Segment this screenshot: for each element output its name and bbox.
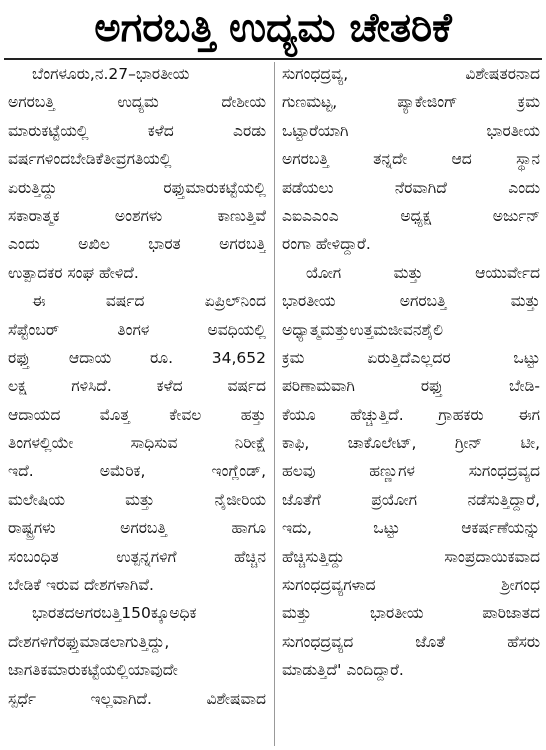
article-line: ಕ್ರಮ ಏರುತ್ತಿದೆಎಲ್ಲದರ ಒಟ್ಟು [282,348,540,367]
article-line: ಉತ್ಪಾದಕರ ಸಂಘ ಹೇಳಿದೆ. [8,263,139,282]
article-line: ಬೆಂಗಳೂರು,ನ.27–ಭಾರತೀಯ [32,65,190,83]
article-line: ಮಲೇಷಿಯ ಮತ್ತು ನೈಜೀರಿಯ [8,490,266,509]
article-column-right [282,60,540,685]
article-line: ಜಾಗತಿಕಮಾರುಕಟ್ಟೆಯಲ್ಲಿಯಾವುದೇ [8,661,178,680]
article-line: ಪರಿಣಾಮವಾಗಿ ರಫ್ತು ಬೇಡಿ- [282,377,540,396]
article-line: ಮಾಡುತ್ತಿದೆ' ಎಂದಿದ್ದಾರೆ. [282,661,404,680]
article-line: ಸಕಾರಾತ್ಮಕ ಅಂಶಗಳು ಕಾಣುತ್ತಿವೆ [8,206,266,225]
article-line: ರಾಷ್ಟ್ರಗಳು ಅಗರಬತ್ತಿ ಹಾಗೂ [8,519,266,538]
column-divider [274,62,275,746]
article-line: ಮತ್ತು ಭಾರತೀಯ ಪಾರಿಜಾತದ [282,604,540,623]
article-line: ಎಂದು ಅಖಿಲ ಭಾರತ ಅಗರಬತ್ತಿ [8,235,266,254]
article-line: ಸುಗಂಧದ್ರವ್ಯ, ವಿಶೇಷತರನಾದ [282,65,540,83]
article-line: ತಿಂಗಳಲ್ಲಿಯೇ ಸಾಧಿಸುವ ನಿರೀಕ್ಷೆ [8,434,266,453]
article-line: ಹಲವು ಹಣ್ಣುಗಳ ಸುಗಂಧದ್ರವ್ಯದ [282,462,540,481]
article-line: ಗುಣಮಟ್ಟ, ಪ್ಯಾಕೇಜಿಂಗ್ ಕ್ರಮ [282,93,540,112]
article-line: ಭಾರತೀಯ ಅಗರಬತ್ತಿ ಮತ್ತು [282,292,540,311]
article-line: ಒಟ್ಟಾರೆಯಾಗಿ ಭಾರತೀಯ [282,121,540,140]
article-line: ಇದೆ. ಅಮೆರಿಕ, ಇಂಗ್ಲೆಂಡ್, [8,462,266,481]
article-line: ಅಧ್ಯಾತ್ಮಮತ್ತುಉತ್ತಮಜೀವನಶೈಲಿ [282,320,444,339]
article-line: ಪಡೆಯಲು ನೆರವಾಗಿದೆ ಎಂದು [282,178,540,197]
article-line: ಇದು, ಒಟ್ಟು ಆಕರ್ಷಣೆಯನ್ನು [282,519,540,538]
article-line: ವರ್ಷಗಳಿಂದಬೇಡಿಕೆತೀವ್ರಗತಿಯಲ್ಲಿ [8,150,172,169]
article-line: ಆದಾಯದ ಮೊತ್ತ ಕೇವಲ ಹತ್ತು [8,405,266,424]
article-line: ಮಾರುಕಟ್ಟೆಯಲ್ಲಿ ಕಳೆದ ಎರಡು [8,121,266,140]
article-line: ಕಾಫಿ, ಚಾಕೊಲೇಟ್, ಗ್ರೀನ್ ಟೀ, [282,434,540,453]
headline: ಅಗರಬತ್ತಿ ಉದ್ಯಮ ಚೇತರಿಕೆ [94,5,452,51]
article-line: ಲಕ್ಷ ಗಳಿಸಿದೆ. ಕಳೆದ ವರ್ಷದ [8,377,266,396]
article-line: ಬೇಡಿಕೆ ಇರುವ ದೇಶಗಳಾಗಿವೆ. [8,576,154,595]
article-line: ಜೊತೆಗೆ ಪ್ರಯೋಗ ನಡೆಸುತ್ತಿದ್ದಾರೆ, [282,490,540,509]
article-line: ಸುಗಂಧದ್ರವ್ಯದ ಜೊತೆ ಹೆಸರು [282,632,540,651]
article-line: ಅಗರಬತ್ತಿ ತನ್ನದೇ ಆದ ಸ್ಥಾನ [282,150,540,169]
article-line: ಸಂಬಂಧಿತ ಉತ್ಪನ್ನಗಳಿಗೆ ಹೆಚ್ಚಿನ [8,547,266,566]
article-line: ಕೆಯೂ ಹೆಚ್ಚುತ್ತಿದೆ. ಗ್ರಾಹಕರು ಈಗ [282,405,540,424]
article-line: ಭಾರತದಅಗರಬತ್ತಿ150ಕ್ಕೂಅಧಿಕ [32,604,197,623]
article-line: ರಂಗಾ ಹೇಳಿದ್ದಾರೆ. [282,235,371,254]
article-line: ಸೆಪ್ಟೆಂಬರ್ ತಿಂಗಳ ಅವಧಿಯಲ್ಲಿ [8,320,266,339]
article-line: ದೇಶಗಳಿಗೆರಫ್ತುಮಾಡಲಾಗುತ್ತಿದ್ದು, [8,632,170,651]
article-line: ಅಗರಬತ್ತಿ ಉದ್ಯಮ ದೇಶೀಯ [8,93,266,112]
article-line: ಹೆಚ್ಚಿಸುತ್ತಿದ್ದು ಸಾಂಪ್ರದಾಯಿಕವಾದ [282,547,540,566]
article-line: ಯೋಗ ಮತ್ತು ಆಯುರ್ವೇದ [306,263,540,282]
article-line: ಸುಗಂಧದ್ರವ್ಯಗಳಾದ ಶ್ರೀಗಂಧ [282,576,540,595]
article-column-left [8,60,266,713]
article-line: ಎಐಎಎಂಎ ಅಧ್ಯಕ್ಷ ಅರ್ಜುನ್ [282,206,540,225]
article-line: ಸ್ಪರ್ಧೆ ಇಲ್ಲವಾಗಿದೆ. ವಿಶೇಷವಾದ [8,689,266,708]
article-line: ಏರುತ್ತಿದ್ದು ರಫ್ತುಮಾರುಕಟ್ಟೆಯಲ್ಲಿ [8,178,266,197]
article-line: ಈ ವರ್ಷದ ಏಪ್ರಿಲ್‌ನಿಂದ [32,292,266,311]
article-line: ರಫ್ತು ಆದಾಯ ರೂ. 34,652 [8,348,266,367]
